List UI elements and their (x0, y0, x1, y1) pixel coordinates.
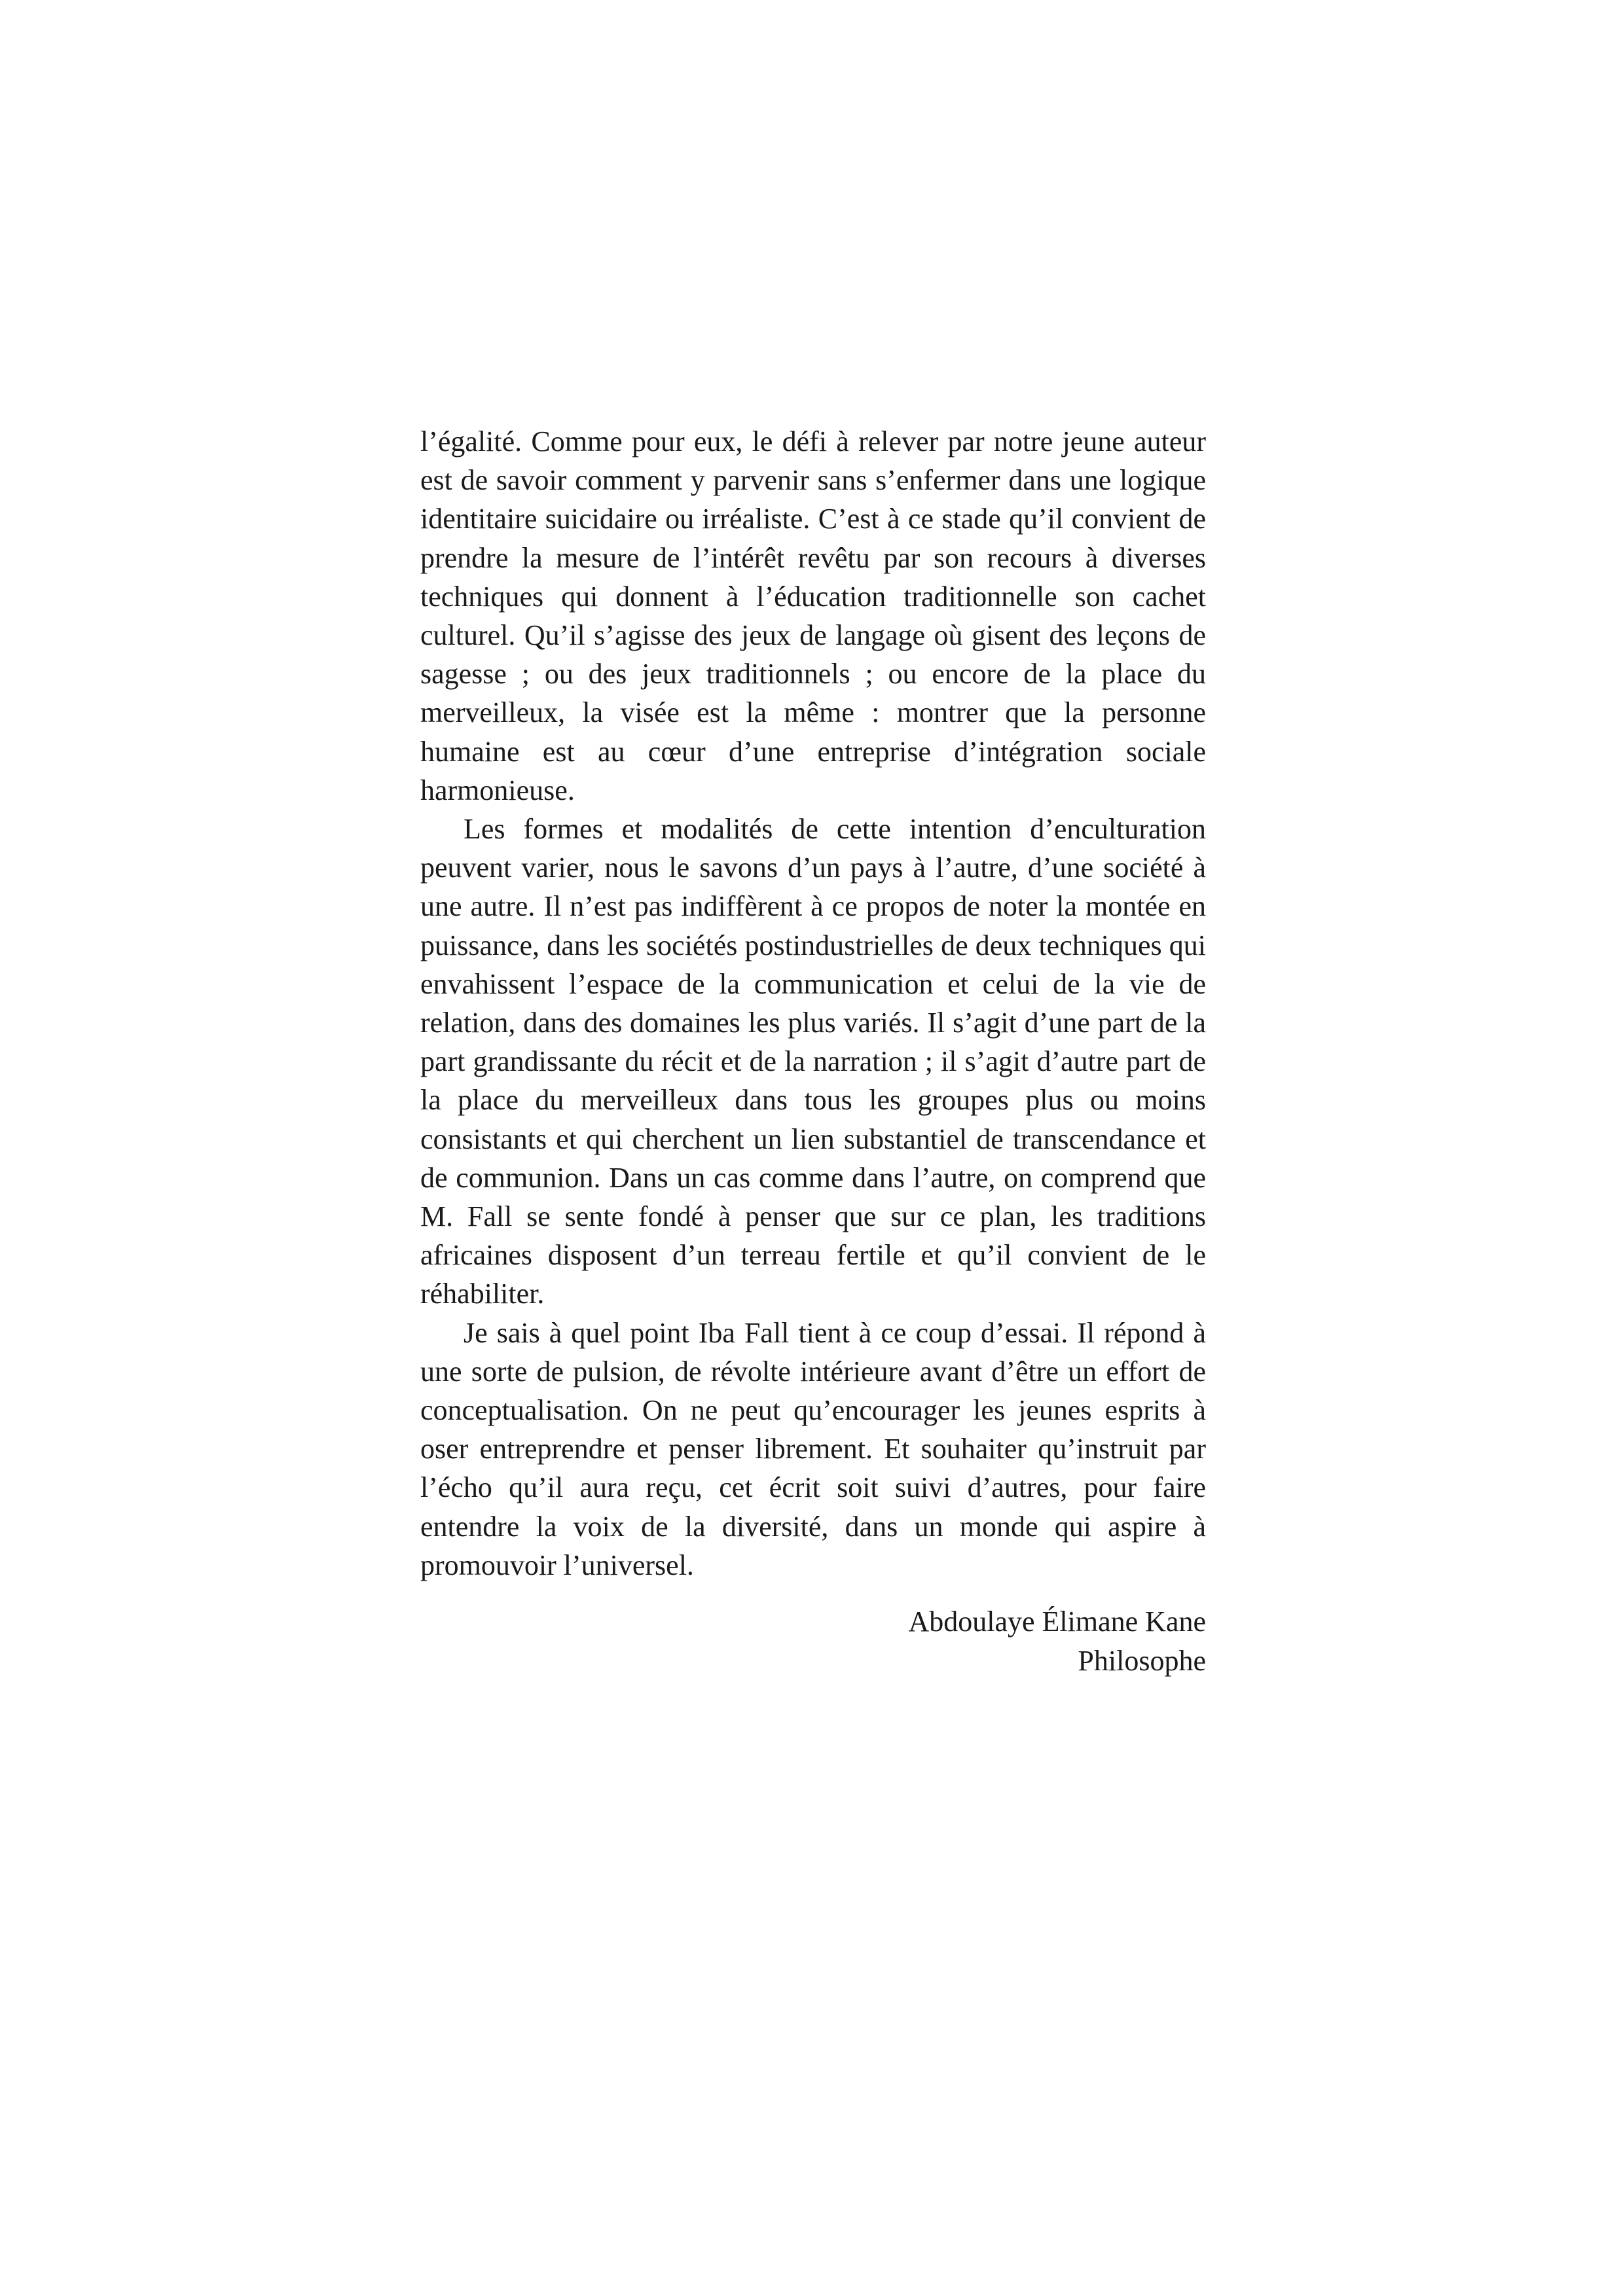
paragraph-2: Les formes et modalités de cette intention d’enculturation peuvent varier, nous le savons d’un pays à l’autre, d’une société à une autre. Il n’est pas indiffèrent à ce propos de noter la montée en puissance, dans les sociétés postindustrielles de deux techniques qui envahissent l’espace de la communication et celui de la vie de relation, dans des domaines les plus variés. Il s’agit d’une part de la part grandissante du récit et de la narration ; il s’agit d’autre part de la place du merveilleux dans tous les groupes plus ou moins consistants et qui cherchent un lien substantiel de transcendance et de communion. Dans un cas comme dans l’autre, on comprend que M. Fall se sente fondé à penser que sur ce plan, les traditions africaines disposent d’un terreau fertile et qu’il convient de le réhabiliter. (420, 813, 1206, 1310)
author-title: Philosophe (1078, 1644, 1206, 1677)
paragraph-3: Je sais à quel point Iba Fall tient à ce coup d’essai. Il répond à une sorte de pulsion, de révolte intérieure avant d’être un effort de conceptualisation. On ne peut qu’encourager les jeunes esprits à oser entreprendre et penser librement. Et souhaiter qu’instruit par l’écho qu’il aura reçu, cet écrit soit suivi d’autres, pour faire entendre la voix de la diversité, dans un monde qui aspire à promouvoir l’universel. (420, 1316, 1206, 1581)
signature-block (720, 1602, 1206, 1680)
paragraph-1: l’égalité. Comme pour eux, le défi à relever par notre jeune auteur est de savoir comment y parvenir sans s’enfermer dans une logique identitaire suicidaire ou irréaliste. C’est à ce stade qu’il convient de prendre la mesure de l’intérêt revêtu par son recours à diverses techniques qui donnent à l’éducation traditionnelle son cachet culturel. Qu’il s’agisse des jeux de langage où gisent des leçons de sagesse ; ou des jeux traditionnels ; ou encore de la place du merveilleux, la visée est la même : montrer que la personne humaine est au cœur d’une entreprise d’intégration sociale harmonieuse. (420, 425, 1206, 806)
author-name: Abdoulaye Élimane Kane (908, 1605, 1206, 1638)
body-text (420, 422, 1206, 1585)
